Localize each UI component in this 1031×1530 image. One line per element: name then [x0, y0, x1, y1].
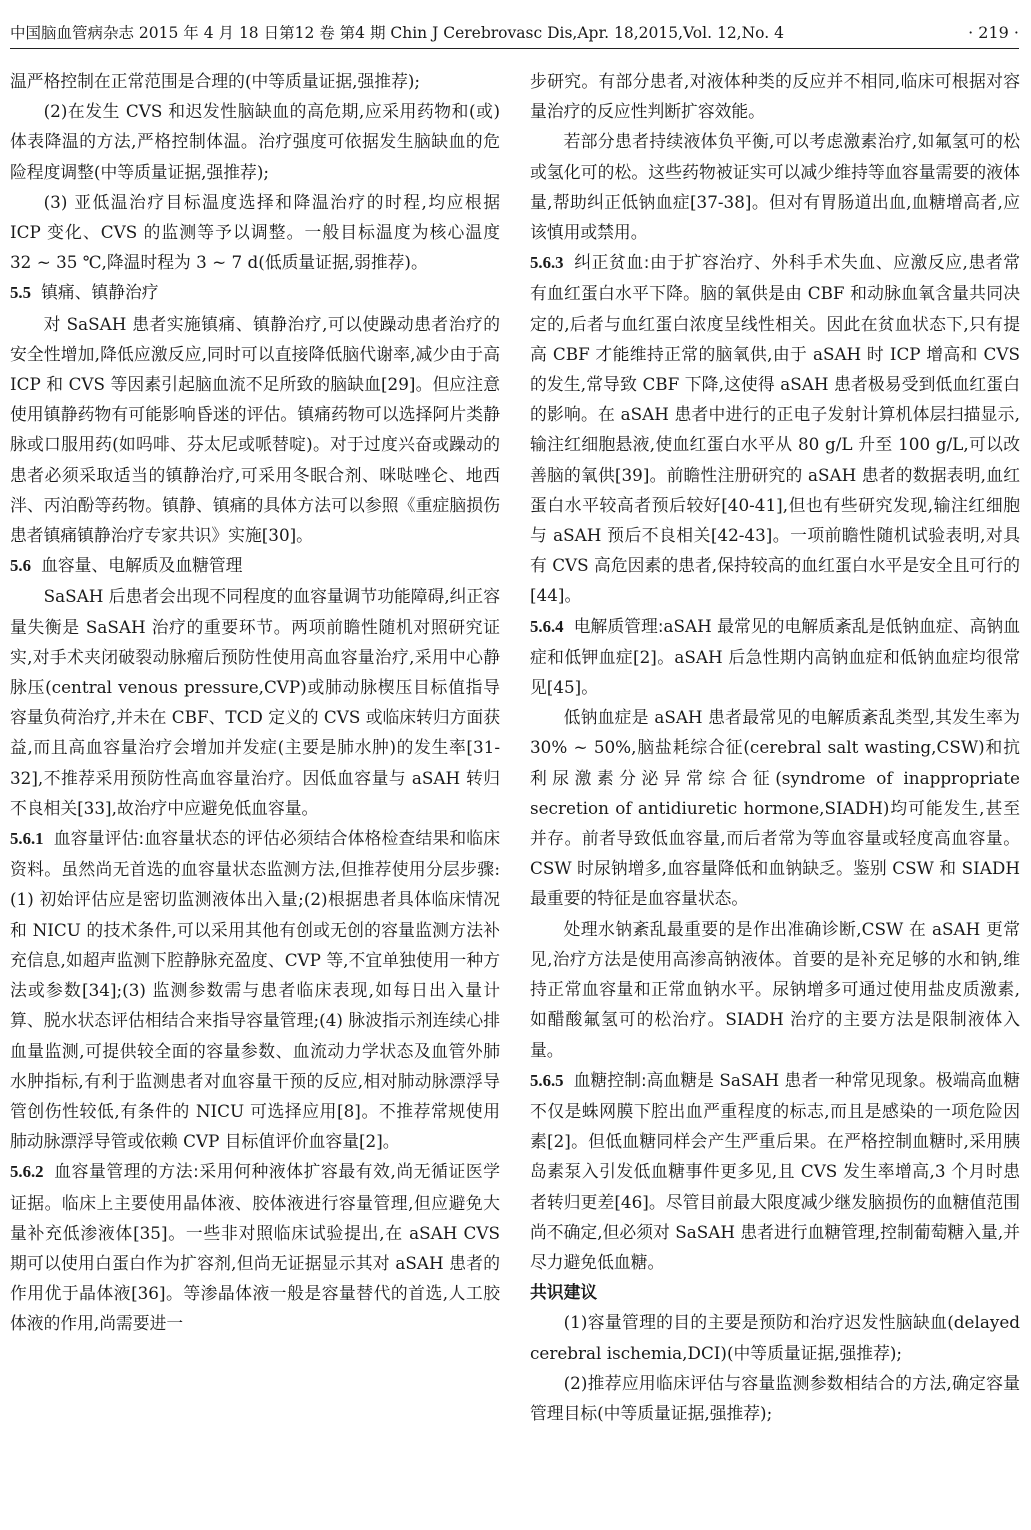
- right-column: [530, 66, 1020, 1428]
- paragraph: 对 SaSAH 患者实施镇痛、镇静治疗,可以使躁动患者治疗的安全性增加,降低应激反应,同时可以直接降低脑代谢率,减少由于高 ICP 和 CVS 等因素引起脑血流不足所致的脑缺血[29]。但应注意使用镇静药物有可能影响昏迷的评估。镇痛药物可以选择阿片类静脉或口服用药(如吗啡、芬太尼或哌替啶)。对于过度兴奋或躁动的患者必须采取适当的镇静治疗,可采用冬眠合剂、咪哒唑仑、地西泮、丙泊酚等药物。镇静、镇痛的具体方法可以参照《重症脑损伤患者镇痛镇静治疗专家共识》实施[30]。: [10, 313, 500, 546]
- section-number: 5.5: [10, 283, 31, 303]
- paragraph: 处理水钠紊乱最重要的是作出准确诊断,CSW 在 aSAH 更常见,治疗方法是使用高渗高钠液体。首要的是补充足够的水和钠,维持正常血容量和正常血钠水平。尿钠增多可通过使用盐皮质激素,如醋酸氟氢可的松治疗。SIADH 治疗的主要方法是限制液体入量。: [530, 918, 1020, 1060]
- subsection-number: 5.6.5: [530, 1070, 564, 1090]
- subsection-text: 采用何种液体扩容最有效,尚无循证医学证据。临床上主要使用晶体液、胶体液进行容量管理,但应避免大量补充低渗液体[35]。一些非对照临床试验提出,在 aSAH CVS 期可以使用白蛋白作为扩容剂,但尚无证据显示其对 aSAH 患者的作用优于晶体液[36]。等渗晶体液一般是容量替代的首选,人工胶体液的作用,尚需要进一: [10, 1161, 500, 1334]
- left-column: [10, 66, 500, 1339]
- page-number: · 219 ·: [968, 23, 1019, 42]
- subsection-text: 血容量状态的评估必须结合体格检查结果和临床资料。虽然尚无首选的血容量状态监测方法,但推荐使用分层步骤:(1) 初始评估应是密切监测液体出入量;(2)根据患者具体临床情况和 NICU 的技术条件,可以采用其他有创或无创的容量监测方法补充信息,如超声监测下腔静脉充盈度、CVP 等,不宜单独使用一种方法或参数[34];(3) 监测参数需与患者临床表现,如每日出入量计算、脱水状态评估相结合来指导容量管理;(4) 脉波指示剂连续心排血量监测,可提供较全面的容量参数、血流动力学状态及血管外肺水肿指标,有利于监测患者对血容量干预的反应,相对肺动脉漂浮导管创伤性较低,有条件的 NICU 可选择应用[8]。不推荐常规使用肺动脉漂浮导管或依赖 CVP 目标值评价血容量[2]。: [10, 828, 500, 1152]
- subsection-paragraph: [530, 1065, 1020, 1277]
- subsection-number: 5.6.4: [530, 616, 564, 636]
- subsection-text: 高血糖是 SaSAH 患者一种常见现象。极端高血糖不仅是蛛网膜下腔出血严重程度的标志,而且是感染的一项危险因素[2]。但低血糖同样会产生严重后果。在严格控制血糖时,采用胰岛素泵入引发低血糖事件更多见,且 CVS 发生率增高,3 个月时患者转归更差[46]。尽管目前最大限度减少继发脑损伤的血糖值范围尚不确定,但必须对 SaSAH 患者进行血糖管理,控制葡萄糖入量,并尽力避免低血糖。: [530, 1069, 1020, 1272]
- section-heading: [10, 550, 500, 581]
- section-title: 血容量、电解质及血糖管理: [41, 555, 243, 576]
- paragraph: 若部分患者持续液体负平衡,可以考虑激素治疗,如氟氢可的松或氢化可的松。这些药物被证实可以减少维持等血容量需要的液体量,帮助纠正低钠血症[37-38]。但对有胃肠道出血,血糖增高者,应该慎用或禁用。: [530, 131, 1020, 243]
- journal-citation: 中国脑血管病杂志 2015 年 4 月 18 日第12 卷 第4 期 Chin J Cerebrovasc Dis,Apr. 18,2015,Vol. 12,No. 4: [10, 24, 784, 42]
- paragraph: 低钠血症是 aSAH 患者最常见的电解质紊乱类型,其发生率为 30% ~ 50%,脑盐耗综合征(cerebral salt wasting,CSW)和抗利尿激素分泌异常综合征(syndrome of inappropriate secretion of antidiuretic hormone,SIADH)均可能发生,甚至并存。前者导致低血容量,而后者常为等血容量或轻度高血容量。CSW 时尿钠增多,血容量降低和血钠缺乏。鉴别 CSW 和 SIADH 最重要的特征是血容量状态。: [530, 707, 1020, 909]
- subsection-paragraph: [530, 611, 1020, 703]
- subsection-text: 由于扩容治疗、外科手术失血、应激反应,患者常有血红蛋白水平下降。脑的氧供是由 CBF 和动脉血氧含量共同决定的,后者与血红蛋白浓度呈线性相关。因此在贫血状态下,只有提高 CBF 才能维持正常的脑氧供,由于 aSAH 时 ICP 增高和 CVS 的发生,常导致 CBF 下降,这使得 aSAH 患者极易受到低血红蛋白的影响。在 aSAH 患者中进行的正电子发射计算机体层扫描显示,输注红细胞悬液,使血红蛋白水平从 80 g/L 升至 100 g/L,可以改善脑的氧供[39]。前瞻性注册研究的 aSAH 患者的数据表明,血红蛋白水平较高者预后较好[40-41],但也有些研究发现,输注红细胞与 aSAH 预后不良相关[42-43]。一项前瞻性随机试验表明,对具有 CVS 高危因素的患者,保持较高的血红蛋白水平是安全且可行的[44]。: [530, 252, 1020, 606]
- paragraph: (2)在发生 CVS 和迟发性脑缺血的高危期,应采用药物和(或)体表降温的方法,严格控制体温。治疗强度可依据发生脑缺血的危险程度调整(中等质量证据,强推荐);: [10, 101, 500, 182]
- subsection-number: 5.6.3: [530, 253, 564, 273]
- subsection-number: 5.6.2: [10, 1162, 44, 1182]
- subsection-paragraph: [10, 1156, 500, 1338]
- section-number: 5.6: [10, 556, 31, 576]
- subsection-lead: 血容量管理的方法:: [53, 1161, 199, 1182]
- consensus-heading: 共识建议: [530, 1282, 598, 1303]
- subsection-number: 5.6.1: [10, 829, 44, 849]
- subsection-lead: 纠正贫血:: [573, 252, 650, 273]
- subsection-paragraph: [530, 247, 1020, 610]
- paragraph: 步研究。有部分患者,对液体种类的反应并不相同,临床可根据对容量治疗的反应性判断扩容效能。: [530, 71, 1020, 122]
- paragraph: (1)容量管理的目的主要是预防和治疗迟发性脑缺血(delayed cerebral ischemia,DCI)(中等质量证据,强推荐);: [530, 1312, 1020, 1363]
- subsection-paragraph: [10, 823, 500, 1156]
- subsection-text: aSAH 最常见的电解质紊乱是低钠血症、高钠血症和低钾血症[2]。aSAH 后急性期内高钠血症和低钠血症均很常见[45]。: [530, 615, 1021, 698]
- paragraph: 温严格控制在正常范围是合理的(中等质量证据,强推荐);: [10, 71, 421, 91]
- subsection-lead: 血糖控制:: [573, 1069, 647, 1090]
- paragraph: (2)推荐应用临床评估与容量监测参数相结合的方法,确定容量管理目标(中等质量证据,强推荐);: [530, 1372, 1020, 1423]
- subsection-lead: 血容量评估:: [53, 828, 145, 849]
- header-rule: [10, 48, 1019, 49]
- running-head: [10, 22, 1019, 46]
- section-heading: [10, 277, 500, 308]
- subsection-lead: 电解质管理:: [573, 615, 664, 636]
- paragraph: SaSAH 后患者会出现不同程度的血容量调节功能障碍,纠正容量失衡是 SaSAH 治疗的重要环节。两项前瞻性随机对照研究证实,对手术夹闭破裂动脉瘤后预防性使用高血容量治疗,采用中心静脉压(central venous pressure,CVP)或肺动脉楔压目标值指导容量负荷治疗,并未在 CBF、TCD 定义的 CVS 或临床转归方面获益,而且高血容量治疗会增加并发症(主要是肺水肿)的发生率[31-32],不推荐采用预防性高血容量治疗。因低血容量与 aSAH 转归不良相关[33],故治疗中应避免低血容量。: [10, 586, 500, 818]
- paragraph: (3) 亚低温治疗目标温度选择和降温治疗的时程,均应根据 ICP 变化、CVS 的监测等予以调整。一般目标温度为核心温度 32 ~ 35 ℃,降温时程为 3 ~ 7 d(低质量证据,弱推荐)。: [10, 191, 500, 273]
- section-title: 镇痛、镇静治疗: [41, 282, 159, 303]
